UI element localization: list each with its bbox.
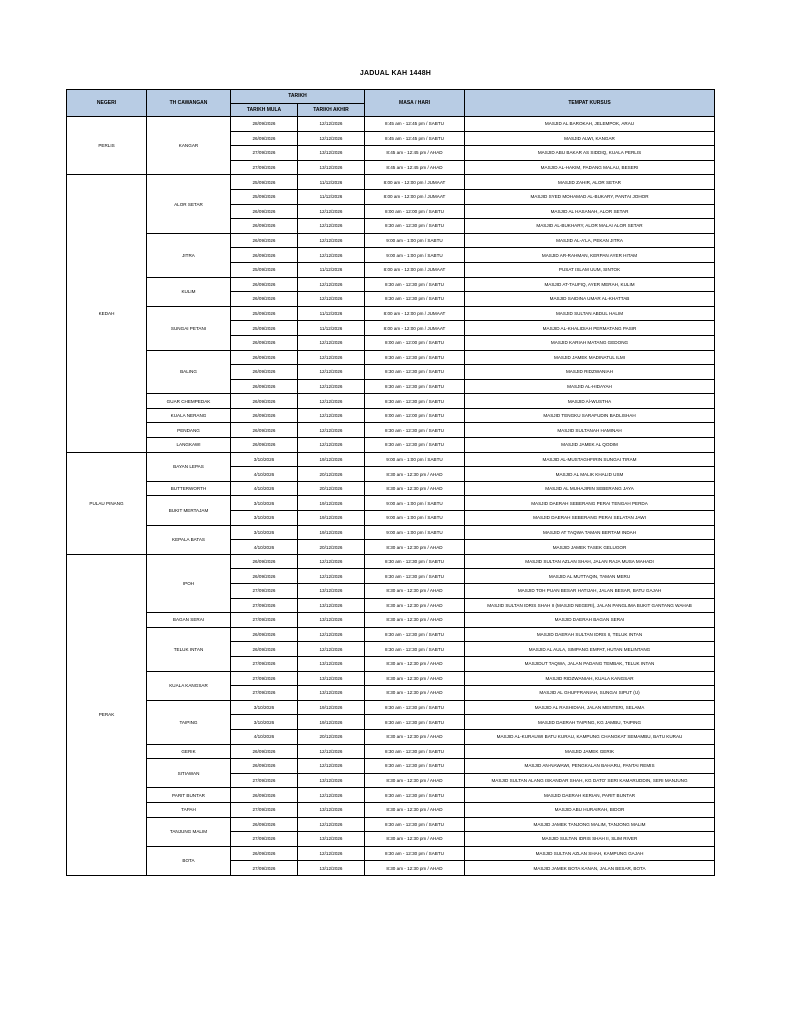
end-date: 13/12/2026 (298, 773, 365, 788)
venue: MASJID ABU HURAIRAH, BIDOR (465, 802, 715, 817)
header-tarikh-akhir: TARIKH AKHIR (298, 103, 365, 117)
end-date: 13/12/2026 (298, 861, 365, 876)
venue: MASJID AR-RAHMAN, KERPAN AYER HITAM (465, 248, 715, 263)
end-date: 19/12/2026 (298, 452, 365, 467)
end-date: 12/12/2026 (298, 759, 365, 774)
branch-name: TELUK INTAN (147, 627, 231, 671)
end-date: 12/12/2026 (298, 219, 365, 234)
start-date: 26/09/2026 (231, 846, 298, 861)
end-date: 13/12/2026 (298, 613, 365, 628)
venue: MASJID JAMEK BOTA KANAN, JALAN BESAR, BOTA (465, 861, 715, 876)
end-date: 12/12/2026 (298, 554, 365, 569)
start-date: 3/10/2026 (231, 700, 298, 715)
venue: MASJID AT TAQWA TAMAN BERTAM INDAH (465, 525, 715, 540)
start-date: 26/09/2026 (231, 554, 298, 569)
start-date: 25/09/2026 (231, 321, 298, 336)
branch-name: GERIK (147, 744, 231, 759)
branch-name: TANJUNG MALIM (147, 817, 231, 846)
time-day: 8:30 am - 12:30 pm / SABTU (365, 759, 465, 774)
end-date: 11/12/2026 (298, 262, 365, 277)
table-row (67, 408, 715, 423)
table-row (67, 744, 715, 759)
time-day: 9:00 am - 1:00 pm / SABTU (365, 511, 465, 526)
header-masa-hari: MASA / HARI (365, 90, 465, 117)
venue: MASJID JAMEK TANJONG MALIM, TANJONG MALIM (465, 817, 715, 832)
venue: MASJID AL-KHALIDIAH PERMATANG PASIR (465, 321, 715, 336)
venue: MASJID AL MUHAJIRIN SEBERANG JAYA (465, 481, 715, 496)
start-date: 27/09/2026 (231, 160, 298, 175)
time-day: 8:30 am - 12:30 pm / AHAD (365, 773, 465, 788)
end-date: 13/12/2026 (298, 598, 365, 613)
start-date: 26/09/2026 (231, 204, 298, 219)
table-row (67, 117, 715, 132)
start-date: 28/09/2026 (231, 117, 298, 132)
end-date: 19/12/2026 (298, 700, 365, 715)
venue: MASJID AL-KURAUWI BATU KURAU, KAMPUNG CHANGKAT SEMAMBU, BATU KURAU (465, 729, 715, 744)
venue: MASJID AL-HIDAYAH (465, 379, 715, 394)
table-row (67, 759, 715, 774)
end-date: 13/12/2026 (298, 146, 365, 161)
time-day: 8:30 am - 12:30 pm / SABTU (365, 350, 465, 365)
end-date: 13/12/2026 (298, 671, 365, 686)
end-date: 13/12/2026 (298, 686, 365, 701)
end-date: 12/12/2026 (298, 233, 365, 248)
table-row (67, 277, 715, 292)
schedule-table (66, 89, 715, 876)
venue: MASJID DAERAH SEBERANG PERAI SELATAN JAWI (465, 511, 715, 526)
time-day: 8:30 am - 12:30 pm / AHAD (365, 540, 465, 555)
end-date: 12/12/2026 (298, 627, 365, 642)
start-date: 26/09/2026 (231, 335, 298, 350)
start-date: 27/09/2026 (231, 584, 298, 599)
venue: MASJID DAERAH TAIPING, KG JAMBU, TAIPING (465, 715, 715, 730)
time-day: 8:30 am - 12:30 pm / AHAD (365, 613, 465, 628)
state-name: PERAK (67, 554, 147, 875)
time-day: 8:30 am - 12:30 pm / SABTU (365, 700, 465, 715)
table-row (67, 175, 715, 190)
time-day: 8:30 am - 12:30 pm / AHAD (365, 686, 465, 701)
table-row (67, 788, 715, 803)
table-row (67, 423, 715, 438)
table-row (67, 481, 715, 496)
branch-name: SITIAWAN (147, 759, 231, 788)
table-row (67, 846, 715, 861)
start-date: 4/10/2026 (231, 540, 298, 555)
start-date: 27/09/2026 (231, 671, 298, 686)
venue: MASJID AL GHUFFRANIAH, SUNGAI SIPUT (U) (465, 686, 715, 701)
venue: MASJID SULTANAH HAMINAH (465, 423, 715, 438)
time-day: 8:00 am - 12:00 pm / JUMAAT (365, 262, 465, 277)
table-row (67, 496, 715, 511)
venue: MASJID ALWI, KANGAR (465, 131, 715, 146)
time-day: 8:45 am - 12:45 pm / AHAD (365, 146, 465, 161)
state-name: PULAU PINANG (67, 452, 147, 554)
time-day: 8:30 am - 12:30 pm / AHAD (365, 729, 465, 744)
branch-name: BOTA (147, 846, 231, 875)
table-row (67, 233, 715, 248)
time-day: 8:30 am - 12:30 pm / SABTU (365, 365, 465, 380)
branch-name: BAYAN LEPAS (147, 452, 231, 481)
table-row (67, 700, 715, 715)
table-row (67, 802, 715, 817)
table-row (67, 671, 715, 686)
venue: MASJID AT-TAUFIQ, AYER MERAH, KULIM (465, 277, 715, 292)
time-day: 8:30 am - 12:30 pm / AHAD (365, 802, 465, 817)
start-date: 26/09/2026 (231, 277, 298, 292)
venue: MASJID AL AULA, SIMPANG EMPAT, HUTAN MELINTANG (465, 642, 715, 657)
branch-name: KULIM (147, 277, 231, 306)
end-date: 12/12/2026 (298, 744, 365, 759)
start-date: 27/09/2026 (231, 146, 298, 161)
start-date: 26/09/2026 (231, 131, 298, 146)
end-date: 12/12/2026 (298, 131, 365, 146)
start-date: 3/10/2026 (231, 715, 298, 730)
end-date: 11/12/2026 (298, 306, 365, 321)
start-date: 27/09/2026 (231, 773, 298, 788)
venue: MASJID SULTAN ABDUL HALIM (465, 306, 715, 321)
venue: MASJID AL-A'LA, PEKAN JITRA (465, 233, 715, 248)
branch-name: BALING (147, 350, 231, 394)
table-row (67, 613, 715, 628)
end-date: 12/12/2026 (298, 642, 365, 657)
end-date: 13/12/2026 (298, 832, 365, 847)
time-day: 8:30 am - 12:30 pm / AHAD (365, 481, 465, 496)
time-day: 9:00 am - 1:00 pm / SABTU (365, 496, 465, 511)
venue: MASJID DAERAH SEBERANG PERAI TENGAH PERDA (465, 496, 715, 511)
venue: MASJID JAMEK AL QODIM (465, 438, 715, 453)
time-day: 8:30 am - 12:30 pm / SABTU (365, 715, 465, 730)
time-day: 8:30 am - 12:30 pm / SABTU (365, 744, 465, 759)
branch-name: LANGKAWI (147, 438, 231, 453)
end-date: 12/12/2026 (298, 292, 365, 307)
venue: MASJID SULTAN IDRIS SHAH II (MASJID NEGERI), JALAN PANGLIMA BUKIT GANTANG WAHAB (465, 598, 715, 613)
branch-name: PENDANG (147, 423, 231, 438)
start-date: 26/09/2026 (231, 394, 298, 409)
branch-name: SUNGAI PETANI (147, 306, 231, 350)
time-day: 8:00 am - 12:00 pm / JUMAAT (365, 175, 465, 190)
branch-name: BAGAN SERAI (147, 613, 231, 628)
venue: MASJID SYED MOHAMAD AL-BUKARY, PANTAI JOHOR (465, 189, 715, 204)
time-day: 8:00 am - 12:00 pm / SABTU (365, 408, 465, 423)
end-date: 20/12/2026 (298, 481, 365, 496)
start-date: 26/09/2026 (231, 379, 298, 394)
venue: MASJID DAERAH BAGAN SERAI (465, 613, 715, 628)
branch-name: GUAR CHEMPEDAK (147, 394, 231, 409)
venue: MASJID AL-BUKHARY, ALOR MALAI ALOR SETAR (465, 219, 715, 234)
time-day: 8:30 am - 12:30 pm / SABTU (365, 642, 465, 657)
time-day: 8:30 am - 12:30 pm / SABTU (365, 846, 465, 861)
venue: MASJID Al-WUSTHA (465, 394, 715, 409)
time-day: 8:30 am - 12:30 pm / SABTU (365, 569, 465, 584)
start-date: 26/09/2026 (231, 627, 298, 642)
header-cawangan: TH CAWANGAN (147, 90, 231, 117)
end-date: 12/12/2026 (298, 335, 365, 350)
header-tarikh-mula: TARIKH MULA (231, 103, 298, 117)
end-date: 11/12/2026 (298, 189, 365, 204)
end-date: 13/12/2026 (298, 656, 365, 671)
end-date: 12/12/2026 (298, 248, 365, 263)
venue: MASJID TENGKU SARAFUDIN BADLISHAH (465, 408, 715, 423)
start-date: 26/09/2026 (231, 248, 298, 263)
venue: MASJID AN-NAWAWI, PENGKALAN BAHARU, PANTAI REMIS (465, 759, 715, 774)
start-date: 27/09/2026 (231, 613, 298, 628)
end-date: 12/12/2026 (298, 365, 365, 380)
end-date: 11/12/2026 (298, 321, 365, 336)
branch-name: ALOR SETAR (147, 175, 231, 233)
start-date: 25/09/2026 (231, 189, 298, 204)
time-day: 8:30 am - 12:30 pm / SABTU (365, 219, 465, 234)
end-date: 13/12/2026 (298, 802, 365, 817)
table-row (67, 394, 715, 409)
time-day: 8:30 am - 12:30 pm / AHAD (365, 832, 465, 847)
end-date: 12/12/2026 (298, 394, 365, 409)
end-date: 20/12/2026 (298, 467, 365, 482)
venue: MASJID DAERAH SULTAN IDRIS II, TELUK INTAN (465, 627, 715, 642)
branch-name: KANGAR (147, 117, 231, 175)
start-date: 25/09/2026 (231, 262, 298, 277)
time-day: 8:45 am - 12:45 pm / SABTU (365, 117, 465, 132)
time-day: 8:30 am - 12:30 pm / AHAD (365, 861, 465, 876)
time-day: 8:30 am - 12:30 pm / AHAD (365, 584, 465, 599)
end-date: 20/12/2026 (298, 729, 365, 744)
time-day: 8:30 am - 12:30 pm / SABTU (365, 292, 465, 307)
end-date: 13/12/2026 (298, 584, 365, 599)
table-row (67, 525, 715, 540)
start-date: 26/09/2026 (231, 438, 298, 453)
time-day: 8:30 am - 12:30 pm / AHAD (365, 467, 465, 482)
venue: MASJID JAMEK GERIK (465, 744, 715, 759)
state-name: PERLIS (67, 117, 147, 175)
venue: MASJID AL MALIK KHALID USM (465, 467, 715, 482)
start-date: 26/09/2026 (231, 759, 298, 774)
start-date: 27/09/2026 (231, 802, 298, 817)
start-date: 27/09/2026 (231, 598, 298, 613)
start-date: 3/10/2026 (231, 452, 298, 467)
start-date: 26/09/2026 (231, 350, 298, 365)
time-day: 8:30 am - 12:30 pm / SABTU (365, 394, 465, 409)
time-day: 8:30 am - 12:30 pm / SABTU (365, 379, 465, 394)
start-date: 26/09/2026 (231, 788, 298, 803)
venue: MASJID SULTAN AZLAN SHAH, KAMPUNG GAJAH (465, 846, 715, 861)
start-date: 4/10/2026 (231, 481, 298, 496)
end-date: 12/12/2026 (298, 788, 365, 803)
time-day: 8:30 am - 12:30 pm / SABTU (365, 817, 465, 832)
branch-name: PARIT BUNTAR (147, 788, 231, 803)
table-row (67, 452, 715, 467)
start-date: 26/09/2026 (231, 292, 298, 307)
start-date: 3/10/2026 (231, 496, 298, 511)
venue: MASJIDUT TAQWA, JALAN PADANG TEMBAK, TELUK INTAN (465, 656, 715, 671)
branch-name: KUALA NERANG (147, 408, 231, 423)
start-date: 26/09/2026 (231, 423, 298, 438)
time-day: 8:00 am - 12:00 pm / SABTU (365, 204, 465, 219)
venue: MASJID AL-MUSTAGHFIRIN SUNGAI TIRAM (465, 452, 715, 467)
start-date: 26/09/2026 (231, 817, 298, 832)
time-day: 8:00 am - 12:00 pm / JUMAAT (365, 189, 465, 204)
table-row (67, 350, 715, 365)
state-name: KEDAH (67, 175, 147, 452)
start-date: 27/09/2026 (231, 656, 298, 671)
table-row (67, 438, 715, 453)
table-row (67, 817, 715, 832)
end-date: 12/12/2026 (298, 846, 365, 861)
venue: MASJID AL RASHIDIAH, JALAN MENTERI, SELAMA (465, 700, 715, 715)
time-day: 8:30 am - 12:30 pm / AHAD (365, 656, 465, 671)
venue: MASJID AL HASANAH, ALOR SETAR (465, 204, 715, 219)
venue: MASJID JAMEK MADINATUL ILMI (465, 350, 715, 365)
end-date: 12/12/2026 (298, 817, 365, 832)
time-day: 8:30 am - 12:30 pm / SABTU (365, 423, 465, 438)
time-day: 8:30 am - 12:30 pm / AHAD (365, 598, 465, 613)
end-date: 13/12/2026 (298, 160, 365, 175)
end-date: 19/12/2026 (298, 525, 365, 540)
start-date: 26/09/2026 (231, 569, 298, 584)
end-date: 19/12/2026 (298, 496, 365, 511)
branch-name: JITRA (147, 233, 231, 277)
table-row (67, 554, 715, 569)
venue: MASJID JAMEK TASEK GELUGOR (465, 540, 715, 555)
venue: MASJID ABU BAKAR AS SIDDIQ, KUALA PERLIS (465, 146, 715, 161)
branch-name: KUALA KANGSAR (147, 671, 231, 700)
time-day: 9:00 am - 1:00 pm / SABTU (365, 525, 465, 540)
venue: MASJID DAERAH KERIAN, PARIT BUNTAR (465, 788, 715, 803)
table-row (67, 627, 715, 642)
start-date: 4/10/2026 (231, 729, 298, 744)
venue: MASJID RIDZWANIAH (465, 365, 715, 380)
end-date: 12/12/2026 (298, 569, 365, 584)
branch-name: KEPALA BATAS (147, 525, 231, 554)
branch-name: BUKIT MERTAJAM (147, 496, 231, 525)
end-date: 12/12/2026 (298, 350, 365, 365)
start-date: 3/10/2026 (231, 511, 298, 526)
branch-name: TAPAH (147, 802, 231, 817)
branch-name: TAIPING (147, 700, 231, 744)
venue: MASJID SAIDINA UMAR AL-KHATTAB (465, 292, 715, 307)
start-date: 27/09/2026 (231, 861, 298, 876)
end-date: 12/12/2026 (298, 423, 365, 438)
time-day: 9:00 am - 1:00 pm / SABTU (365, 233, 465, 248)
branch-name: IPOH (147, 554, 231, 612)
venue: MASJID AL BAROKAH, JELEMPOK, ARAU (465, 117, 715, 132)
time-day: 8:30 am - 12:30 pm / SABTU (365, 438, 465, 453)
time-day: 8:00 am - 12:00 pm / JUMAAT (365, 306, 465, 321)
start-date: 26/09/2026 (231, 408, 298, 423)
venue: MASJID SULTAN ALANG ISKANDAR SHAH, KG DATO' SERI KAMARUDDIN, SERI MANJUNG (465, 773, 715, 788)
time-day: 8:45 am - 12:45 pm / SABTU (365, 131, 465, 146)
table-row (67, 306, 715, 321)
header-tempat-kursus: TEMPAT KURSUS (465, 90, 715, 117)
header-negeri: NEGERI (67, 90, 147, 117)
branch-name: BUTTERWORTH (147, 481, 231, 496)
end-date: 19/12/2026 (298, 511, 365, 526)
time-day: 8:30 am - 12:30 pm / SABTU (365, 277, 465, 292)
end-date: 12/12/2026 (298, 438, 365, 453)
start-date: 26/09/2026 (231, 744, 298, 759)
start-date: 27/09/2026 (231, 686, 298, 701)
time-day: 8:00 am - 12:00 pm / JUMAAT (365, 321, 465, 336)
start-date: 26/09/2026 (231, 642, 298, 657)
venue: MASJID ZAHIR, ALOR SETAR (465, 175, 715, 190)
end-date: 12/12/2026 (298, 408, 365, 423)
venue: MASJID TOH PUAN BESAR HATIJAH, JALAN BESAR, BATU GAJAH (465, 584, 715, 599)
start-date: 25/09/2026 (231, 306, 298, 321)
venue: MASJID RIDZWANIAH, KUALA KANGSAR (465, 671, 715, 686)
time-day: 8:00 am - 12:00 pm / SABTU (365, 335, 465, 350)
end-date: 20/12/2026 (298, 540, 365, 555)
end-date: 12/12/2026 (298, 277, 365, 292)
end-date: 12/12/2026 (298, 379, 365, 394)
venue: MASJID AL MUTTAQIN, TAMAN MERU (465, 569, 715, 584)
start-date: 26/09/2026 (231, 365, 298, 380)
venue: MASJID SULTAN AZLAN SHAH, JALAN RAJA MUSA MAHADI (465, 554, 715, 569)
time-day: 8:45 am - 12:45 pm / AHAD (365, 160, 465, 175)
table-body (67, 117, 715, 876)
end-date: 12/12/2026 (298, 117, 365, 132)
time-day: 8:30 am - 12:30 pm / SABTU (365, 554, 465, 569)
start-date: 3/10/2026 (231, 525, 298, 540)
time-day: 8:30 am - 12:30 pm / SABTU (365, 627, 465, 642)
venue: PUSAT ISLAM UUM, SINTOK (465, 262, 715, 277)
time-day: 8:30 am - 12:30 pm / SABTU (365, 788, 465, 803)
start-date: 26/09/2026 (231, 233, 298, 248)
venue: MASJID SULTAN IDRIS SHAH II, SLIM RIVER (465, 832, 715, 847)
time-day: 8:30 am - 12:30 pm / AHAD (365, 671, 465, 686)
start-date: 26/09/2026 (231, 219, 298, 234)
start-date: 27/09/2026 (231, 832, 298, 847)
venue: MASJID AL-HAKIM, PADANG MALAU, BESERI (465, 160, 715, 175)
end-date: 12/12/2026 (298, 204, 365, 219)
end-date: 11/12/2026 (298, 175, 365, 190)
start-date: 4/10/2026 (231, 467, 298, 482)
time-day: 9:00 am - 1:00 pm / SABTU (365, 248, 465, 263)
table-header (67, 90, 715, 117)
venue: MASJID KARIAH MATANG GEDONG (465, 335, 715, 350)
end-date: 19/12/2026 (298, 715, 365, 730)
start-date: 25/09/2026 (231, 175, 298, 190)
header-tarikh: TARIKH (231, 90, 365, 104)
page-title: JADUAL KAH 1448H (359, 70, 432, 77)
time-day: 9:00 am - 1:00 pm / SABTU (365, 452, 465, 467)
